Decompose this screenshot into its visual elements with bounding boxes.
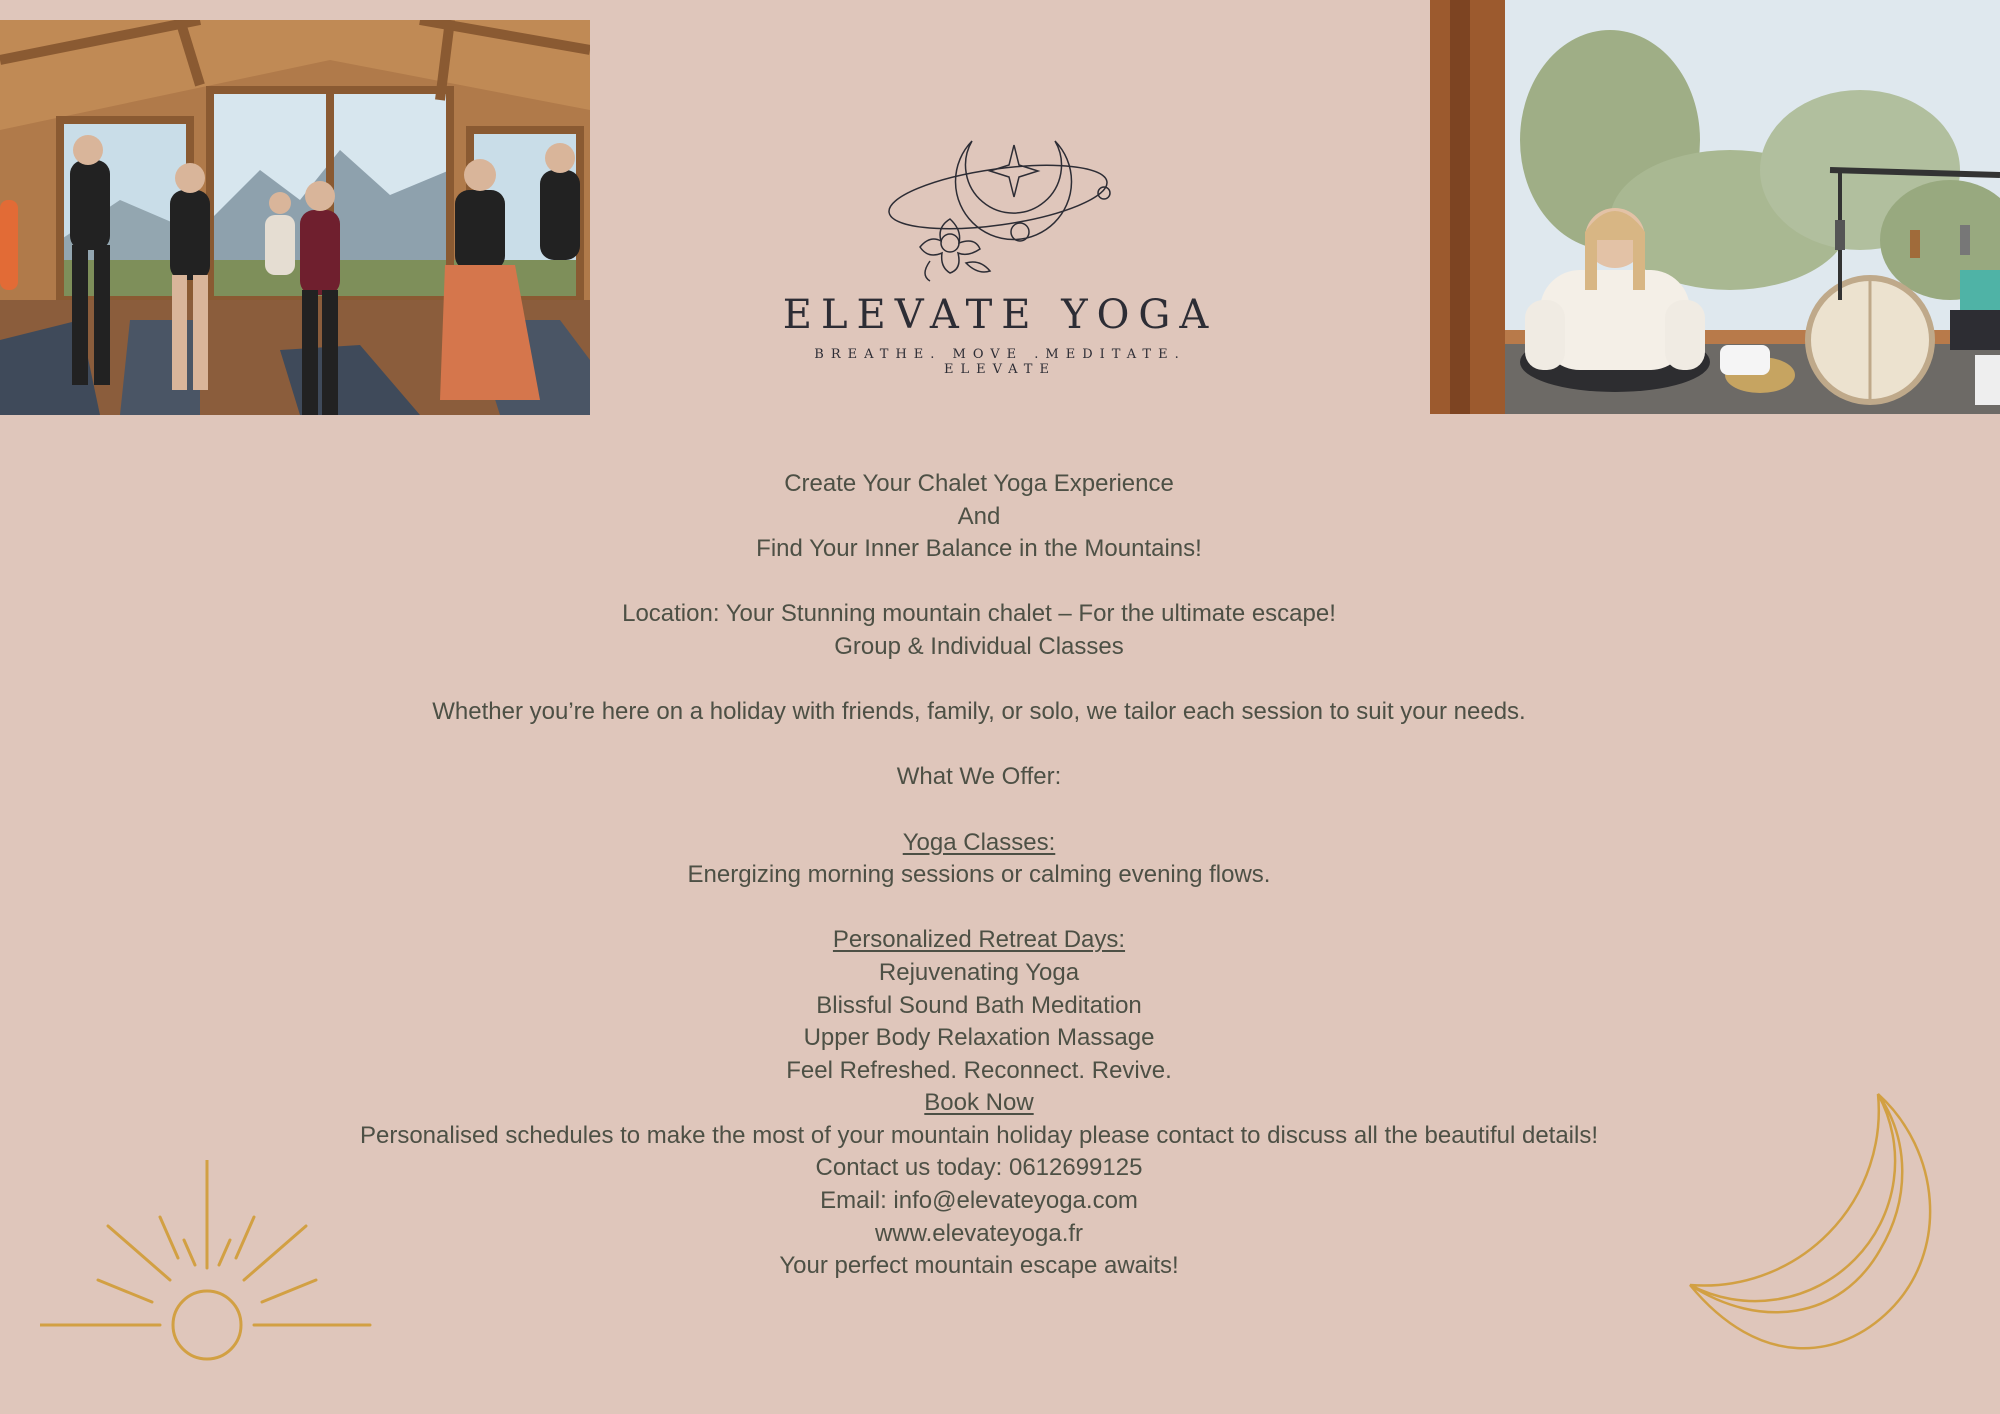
yoga-classes-heading: Yoga Classes: — [902, 828, 1056, 856]
intro-line-3: Find Your Inner Balance in the Mountains! — [756, 535, 1202, 563]
yoga-classes-description: Energizing morning sessions or calming evening flows. — [687, 861, 1271, 889]
brand-tagline: BREATHE. MOVE .MEDITATE. ELEVATE — [814, 347, 1186, 377]
intro-line-1: Create Your Chalet Yoga Experience — [784, 470, 1174, 497]
retreat-item: Feel Refreshed. Reconnect. Revive. — [786, 1056, 1172, 1084]
retreat-days-heading: Personalized Retreat Days: — [832, 926, 1126, 954]
intro-line-2: And — [957, 502, 1001, 530]
retreat-item: Upper Body Relaxation Massage — [803, 1024, 1155, 1052]
meditation-photo — [1430, 0, 2000, 414]
tailor-line: Whether you’re here on a holiday with friends, family, or solo, we tailor each session to suit your needs. — [432, 698, 1526, 726]
closing-line: Your perfect mountain escape awaits! — [779, 1252, 1179, 1280]
contact-email: Email: info@elevateyoga.com — [820, 1187, 1138, 1215]
retreat-item: Blissful Sound Bath Meditation — [816, 991, 1142, 1019]
website-link: www.elevateyoga.fr — [874, 1219, 1084, 1247]
yoga-class-photo — [0, 20, 590, 415]
schedules-line: Personalised schedules to make the most of your mountain holiday please contact to discuss all the beautiful details! — [359, 1121, 1599, 1149]
offer-heading: What We Offer: — [896, 763, 1062, 791]
location-line: Location: Your Stunning mountain chalet – For the ultimate escape! — [622, 600, 1336, 628]
moon-star-flower-emblem-icon — [880, 135, 1120, 285]
brand-name: ELEVATE YOGA — [782, 292, 1218, 338]
classes-line: Group & Individual Classes — [834, 632, 1124, 660]
retreat-item: Rejuvenating Yoga — [878, 958, 1080, 986]
sunrise-icon — [40, 1160, 375, 1365]
crescent-moon-icon — [1680, 1090, 1960, 1370]
logo — [760, 135, 1240, 375]
contact-phone: Contact us today: 0612699125 — [815, 1154, 1143, 1182]
book-now-link[interactable]: Book Now — [924, 1089, 1034, 1117]
